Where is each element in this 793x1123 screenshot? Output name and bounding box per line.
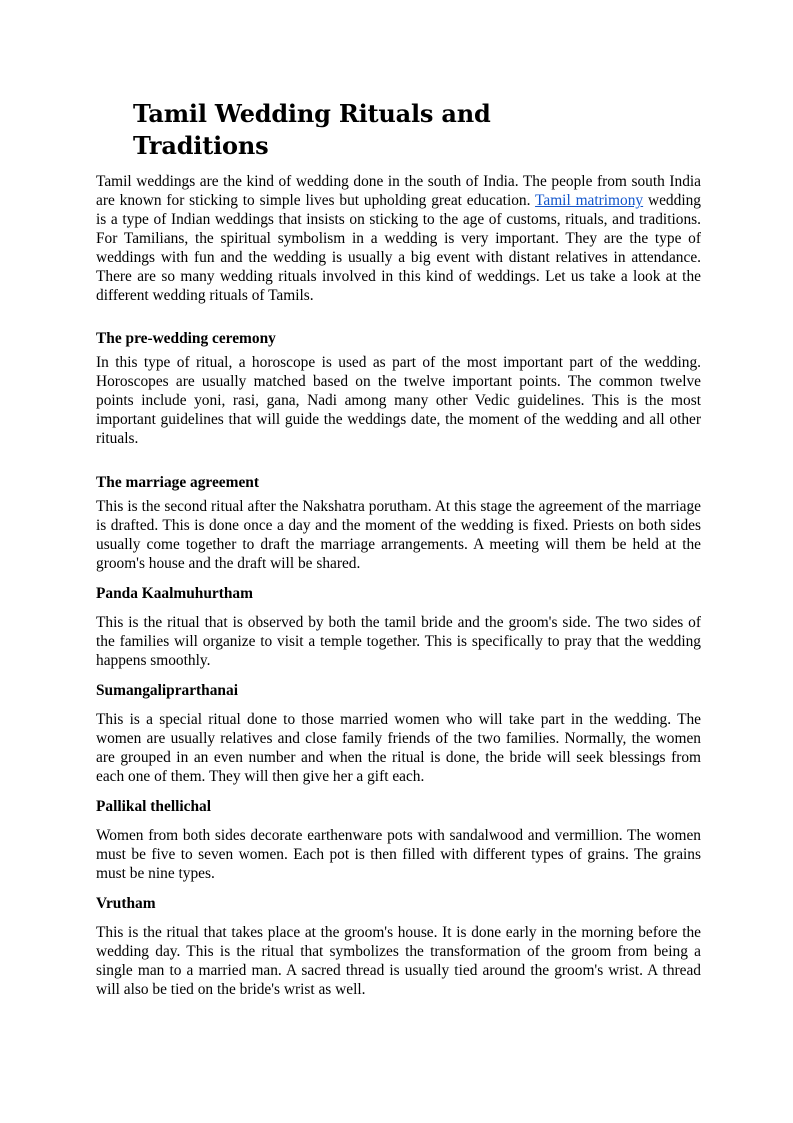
intro-text-start: Tamil weddings are the kind of wedding done in the south of India. The people from south India are known for sticking to simple lives but upholding great education. <box>96 173 701 209</box>
section-heading-vrutham: Vrutham <box>96 895 156 912</box>
intro-paragraph <box>96 172 701 305</box>
section-body-pre-wedding: In this type of ritual, a horoscope is used as part of the most important part of the wedding. Horoscopes are usually matched based on the twelve important points. The common twelve points include yoni, rasi, gana, Nadi among many other Vedic guidelines. This is the most important guidelines that will guide the weddings date, the moment of the wedding and all other rituals. <box>96 354 701 447</box>
section-body-pallikal-thellichal: Women from both sides decorate earthenware pots with sandalwood and vermillion. The women must be five to seven women. Each pot is then filled with different types of grains. The grains must be nine types. <box>96 827 701 882</box>
document-title: Tamil Wedding Rituals and Traditions <box>133 99 491 160</box>
document-content <box>96 172 701 999</box>
section-heading-sumangaliprarthanai: Sumangaliprarthanai <box>96 682 238 699</box>
section-heading-panda-kaalmuhurtham: Panda Kaalmuhurtham <box>96 585 253 602</box>
section-heading-marriage-agreement: The marriage agreement <box>96 474 259 491</box>
section-body-marriage-agreement: This is the second ritual after the Nakshatra porutham. At this stage the agreement of the marriage is drafted. This is done once a day and the moment of the wedding is fixed. Priests on both sides usually come together to draft the marriage arrangements. A meeting will them be held at the groom's house and the draft will be shared. <box>96 498 701 572</box>
section-body-panda-kaalmuhurtham: This is the ritual that is observed by both the tamil bride and the groom's side. The two sides of the families will organize to visit a temple together. This is specifically to pray that the wedding happens smoothly. <box>96 614 701 669</box>
section-body-sumangaliprarthanai: This is a special ritual done to those married women who will take part in the wedding. The women are usually relatives and close family friends of the two families. Normally, the women are grouped in an even number and when the ritual is done, the bride will seek blessings from each one of them. They will then give her a gift each. <box>96 711 701 785</box>
tamil-matrimony-link[interactable]: Tamil matrimony <box>535 192 644 209</box>
intro-text-end: wedding is a type of Indian weddings that insists on sticking to the age of customs, rituals, and traditions. For Tamilians, the spiritual symbolism in a wedding is very important. They are the type of weddings with fun and the wedding is usually a big event with distant relatives in attendance. There are so many wedding rituals involved in this kind of weddings. Let us take a look at the different wedding rituals of Tamils. <box>96 192 701 304</box>
section-heading-pre-wedding: The pre-wedding ceremony <box>96 330 276 347</box>
section-body-vrutham: This is the ritual that takes place at the groom's house. It is done early in the morning before the wedding day. This is the ritual that symbolizes the transformation of the groom from being a single man to a married man. A sacred thread is usually tied around the groom's wrist. A thread will also be tied on the bride's wrist as well. <box>96 924 701 998</box>
section-heading-pallikal-thellichal: Pallikal thellichal <box>96 798 212 815</box>
